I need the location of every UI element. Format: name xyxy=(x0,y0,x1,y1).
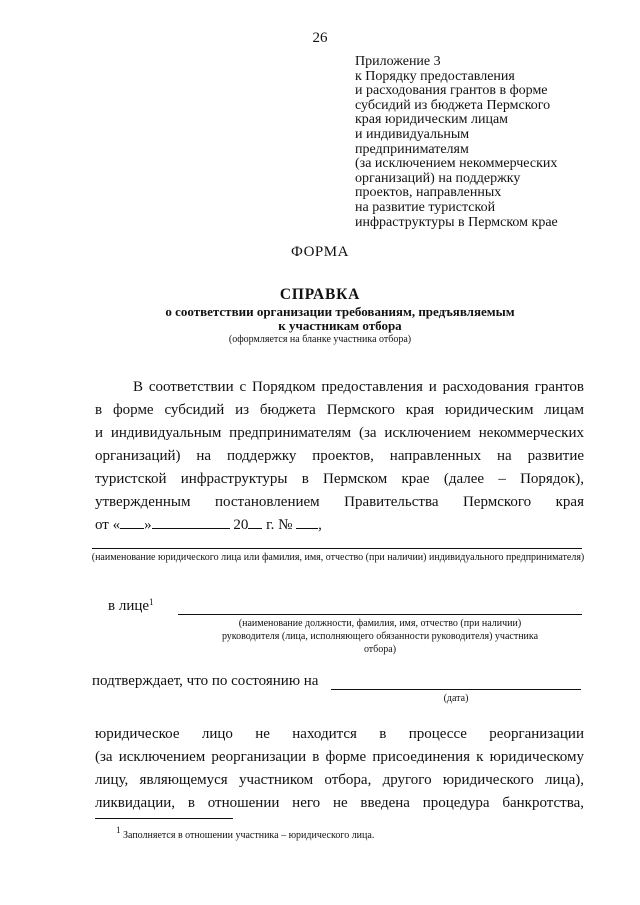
number-blank[interactable] xyxy=(296,516,318,529)
caption-line: (наименование должности, фамилия, имя, отчество (при наличии) xyxy=(238,618,522,629)
appendix-line: субсидий из бюджета Пермского xyxy=(355,97,551,113)
number-label: г. № xyxy=(266,517,293,533)
appendix-line: предпринимателям xyxy=(355,141,469,157)
date-year: 20 xyxy=(233,517,249,533)
paragraph-line: юридическое лицо не находится в процессе реорганизации xyxy=(95,726,584,742)
appendix-line: и индивидуальным xyxy=(355,126,470,142)
footnote-mark: 1 xyxy=(116,825,121,835)
appendix-line: к Порядку предоставления xyxy=(355,68,515,84)
appendix-line: (за исключением некоммерческих xyxy=(355,156,558,172)
paragraph-line: ликвидации, в отношении него не введена процедура банкротства, xyxy=(95,795,584,811)
paragraph-line: утвержденным постановлением Правительства Пермского края xyxy=(95,494,584,510)
appendix-line: инфраструктуры в Пермском крае xyxy=(355,214,558,230)
paragraph-line: организаций) на поддержку проектов, направленных на развитие xyxy=(95,448,584,464)
paragraph-line: и индивидуальным предпринимателям (за исключением некоммерческих xyxy=(95,425,584,441)
year-blank[interactable] xyxy=(248,516,262,529)
paragraph-line: лицу, являющемуся участником отбора, другого юридического лица), xyxy=(95,772,584,788)
document-subtitle xyxy=(110,305,570,333)
status-date-field[interactable] xyxy=(331,689,581,690)
subtitle-line: о соответствии организации требованиям, предъявляемым xyxy=(165,304,515,319)
date-end: , xyxy=(318,517,322,533)
caption-line: руководителя (лица, исполняющего обязанности руководителя) участника xyxy=(221,631,539,642)
footnote-ref: 1 xyxy=(149,597,154,607)
intro-paragraph xyxy=(95,376,584,537)
paragraph-line: (за исключением реорганизации в форме присоединения к юридическому xyxy=(95,749,584,765)
appendix-heading xyxy=(355,55,605,230)
date-prefix: от « xyxy=(95,517,121,533)
paragraph-line: В соответствии с Порядком предоставления и расходования грантов xyxy=(133,379,584,395)
entity-caption: (наименование юридического лица или фамилия, имя, отчество (при наличии) индивидуального предпринимателя) xyxy=(91,552,585,563)
resolution-date-line xyxy=(95,514,584,537)
document-title: СПРАВКА xyxy=(279,286,361,303)
footnote-text: Заполняется в отношении участника – юридического лица. xyxy=(123,830,375,841)
person-label-text: в лице xyxy=(108,598,150,614)
entity-name-field[interactable] xyxy=(92,548,582,549)
subtitle-note: (оформляется на бланке участника отбора) xyxy=(228,334,412,345)
appendix-line: организаций) на поддержку xyxy=(355,170,521,186)
person-caption xyxy=(180,617,580,656)
month-blank[interactable] xyxy=(152,516,230,529)
footnote-divider xyxy=(95,818,233,819)
confirms-label: подтверждает, что по состоянию на xyxy=(92,673,319,689)
paragraph-line: в форме субсидий из бюджета Пермского края юридическим лицам xyxy=(95,402,584,418)
appendix-line: и расходования грантов в форме xyxy=(355,83,548,99)
appendix-line: проектов, направленных xyxy=(355,185,502,201)
appendix-line: на развитие туристской xyxy=(355,199,496,215)
footnote xyxy=(116,825,375,841)
person-label xyxy=(108,598,154,615)
caption-line: отбора) xyxy=(363,644,397,655)
subtitle-line: к участникам отбора xyxy=(278,318,402,333)
page-number: 26 xyxy=(312,30,328,46)
appendix-line: края юридическим лицам xyxy=(355,112,509,128)
conditions-paragraph xyxy=(95,723,584,815)
person-name-field[interactable] xyxy=(178,614,582,615)
form-label: ФОРМА xyxy=(291,244,349,260)
date-mid: » xyxy=(144,517,152,533)
day-blank[interactable] xyxy=(120,516,144,529)
date-caption: (дата) xyxy=(443,693,469,704)
appendix-line: Приложение 3 xyxy=(355,54,441,69)
paragraph-line: туристской инфраструктуры в Пермском крае (далее – Порядок), xyxy=(95,471,584,487)
